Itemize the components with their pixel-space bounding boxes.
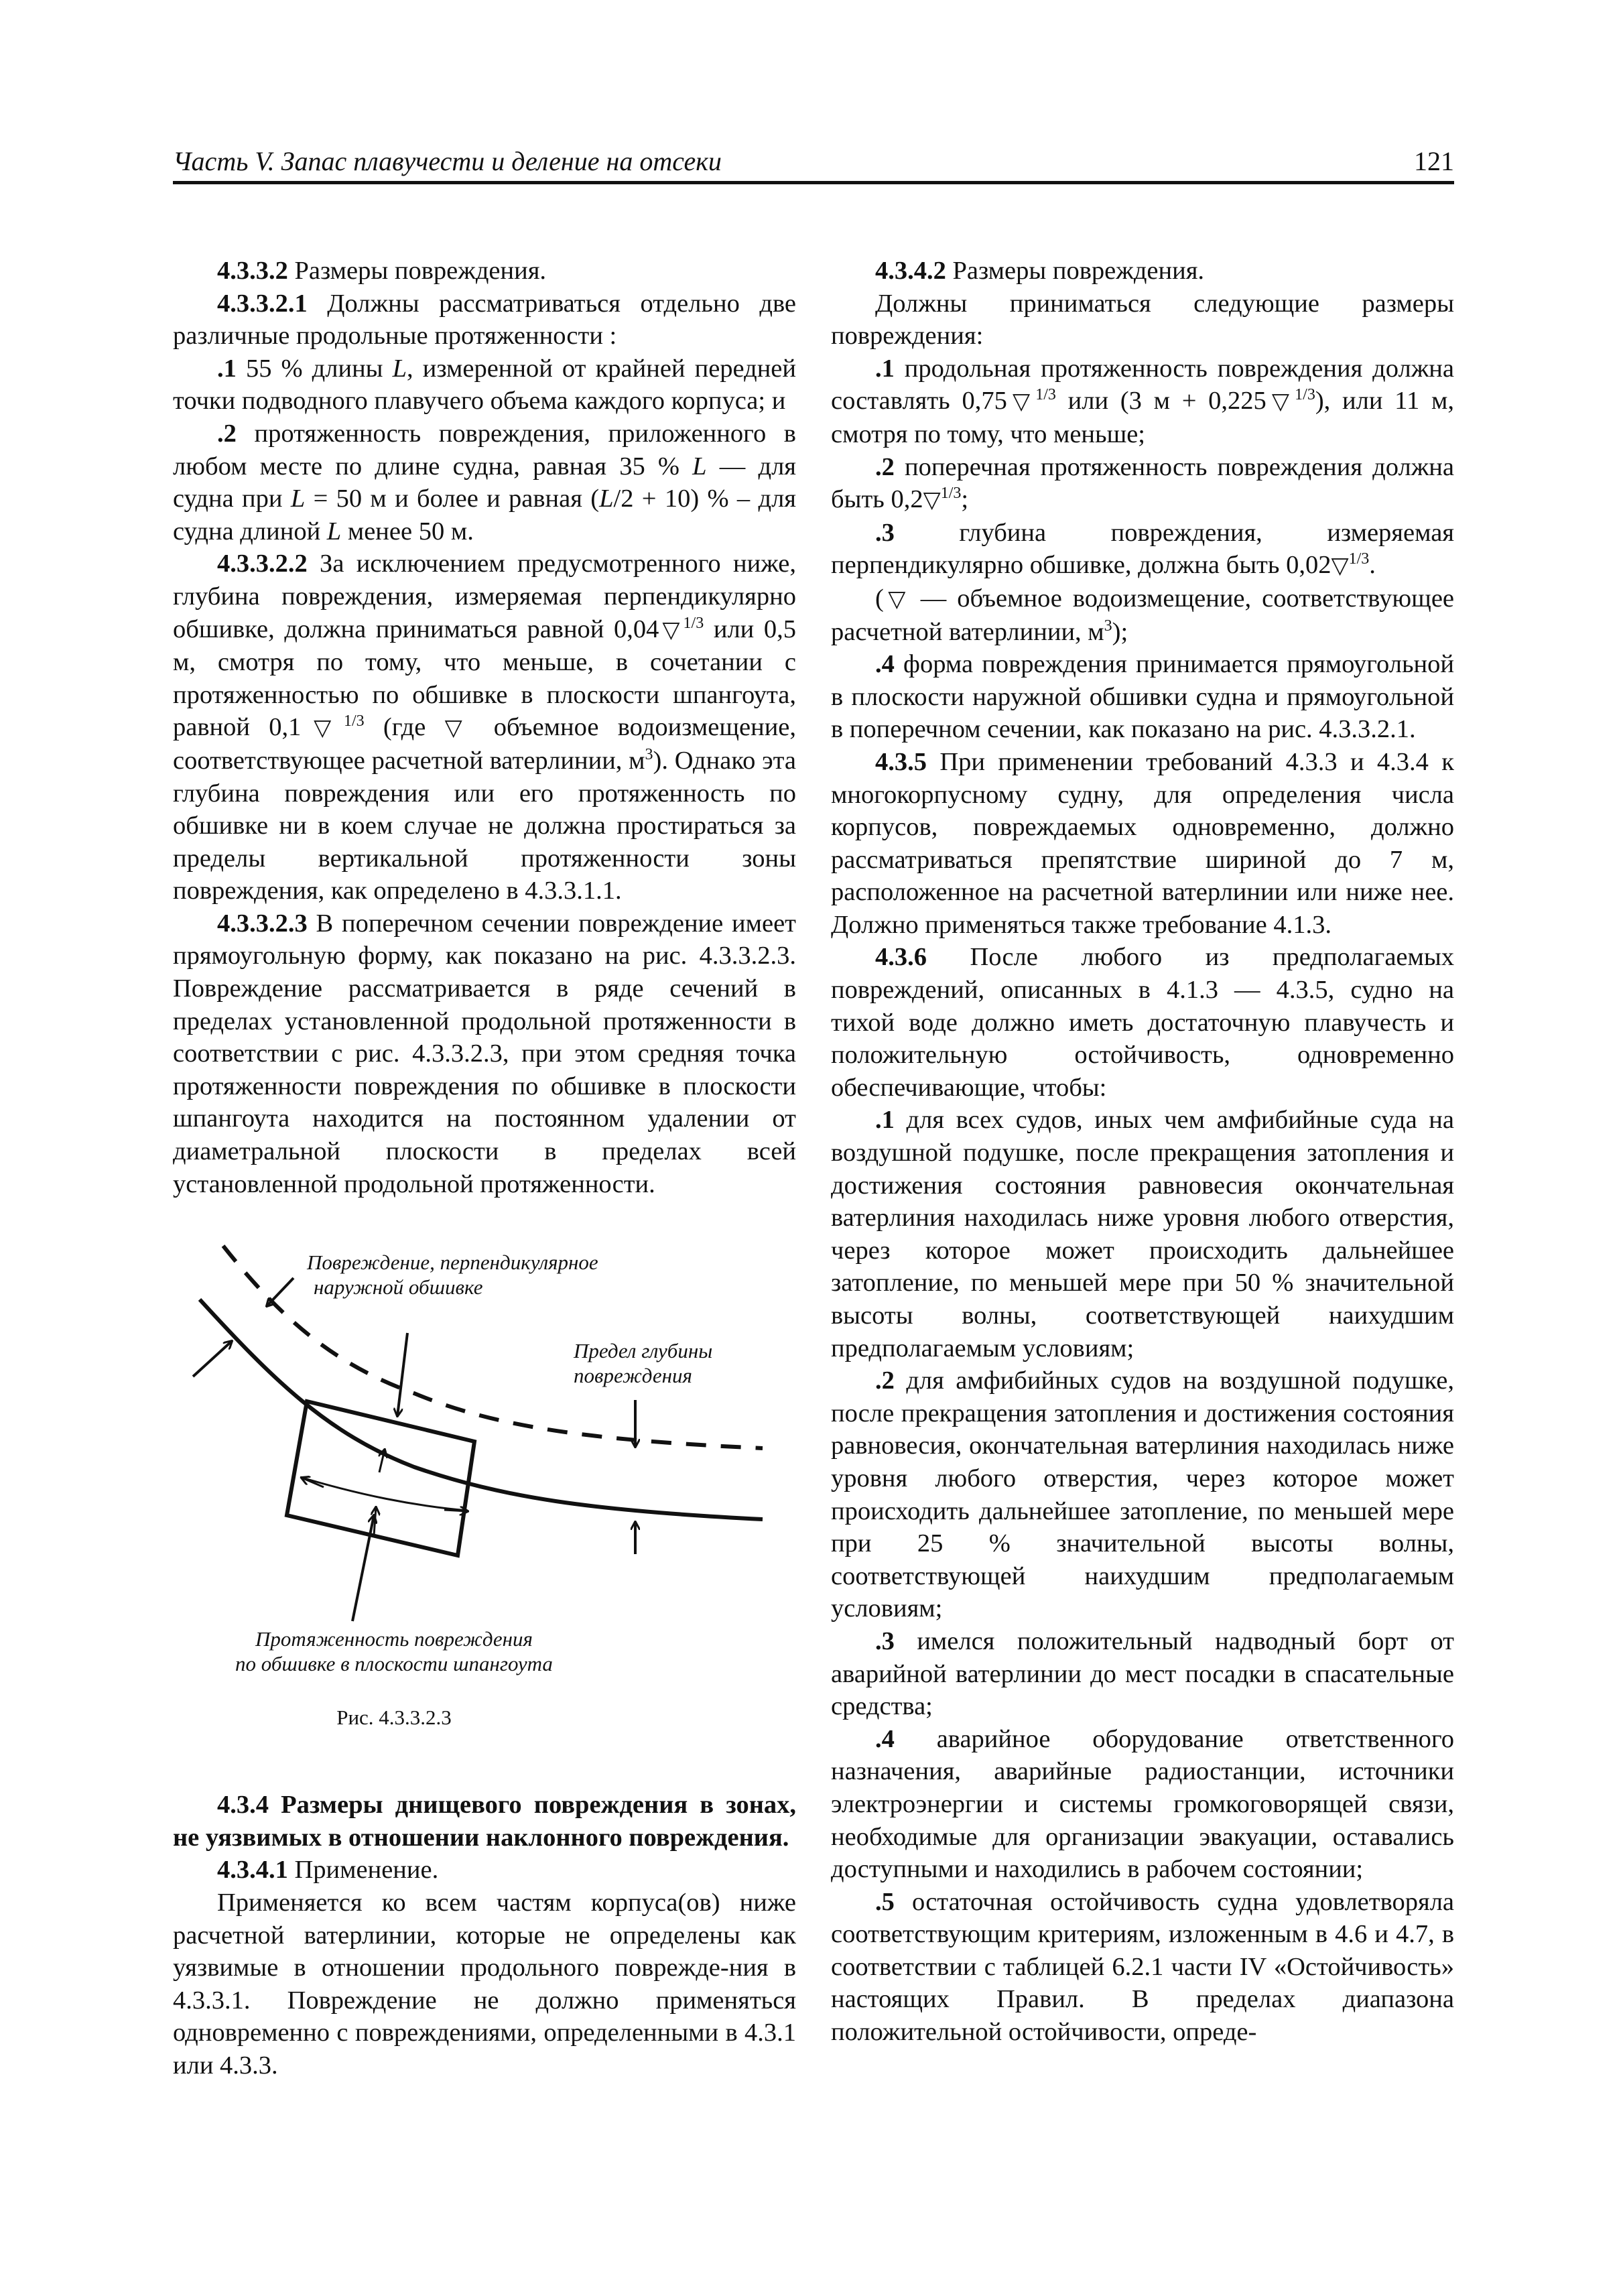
symbol-L: L [599, 485, 614, 513]
item-number: .4 [875, 650, 895, 679]
clause-number: 4.3.6 [875, 943, 927, 972]
paragraph-nabla-definition [831, 582, 1454, 648]
exponent: 1/3 [683, 614, 704, 632]
exponent: 3 [645, 745, 653, 763]
item-text: поперечная протяженность повреждения должна быть 0,2 [831, 452, 1454, 514]
item-text: остаточная остойчивость судна удовлетворяла соответствующим критериям, изложенным в 4.6 и 4.7, в соответствии с таблицей 6.2.1 части IV «Остойчивость» настоящих Правил. В пределах диапазона положительной остойчивости, опреде- [831, 1887, 1454, 2047]
item-text: для амфибийных судов на воздушной подушке, после прекращения затопления и достижения состояния равновесия, окончательная ватерлиния находилась ниже уровня любого отверстия, через которое может происходить дальнейшее затопление, по меньшей мере при 25 % значительной высоты волны, соответствующей наихудшим предполагаемым условиям; [831, 1366, 1454, 1623]
item-text: — для судна при [173, 452, 796, 513]
item-text: ), или 11 м, смотря по тому, что меньше; [831, 387, 1454, 448]
paragraph-4-3-3-2-2 [173, 548, 796, 907]
item-text: ; [961, 485, 969, 514]
clause-number: 4.3.3.2.3 [217, 909, 308, 938]
list-item-5 [831, 1886, 1454, 2049]
paragraph-4-3-6 [831, 941, 1454, 1104]
item-text: имелся положительный надводный борт от аварийной ватерлинии до мест посадки в спасательные средства; [831, 1627, 1454, 1721]
item-number: .3 [875, 1627, 895, 1655]
list-item-3 [831, 1625, 1454, 1723]
section-heading-4-3-4: 4.3.4 Размеры днищевого повреждения в зонах, не уязвимых в отношении наклонного повреждения. [173, 1791, 796, 1852]
figure-4-3-3-2-3 [173, 1226, 796, 1762]
item-number: .1 [875, 1106, 895, 1135]
exponent: 3 [1104, 617, 1112, 635]
exponent: 1/3 [1348, 550, 1370, 568]
paragraph-4-3-4-2 [831, 255, 1454, 288]
label-line: наружной обшивке [314, 1275, 483, 1299]
item-text: ( [875, 584, 884, 613]
item-text: форма повреждения принимается прямоугольной в плоскости наружной обшивки судна и прямоугольной в поперечном сечении, как показано на рис. 4.3.3.2.1. [831, 650, 1454, 744]
item-number: .4 [875, 1724, 895, 1753]
item-text: 55 % длины [236, 354, 393, 383]
label-line: Повреждение, перпендикулярное [307, 1251, 598, 1275]
nabla-icon: ▽ [1266, 388, 1295, 416]
left-column [173, 255, 796, 2082]
item-text: или (3 м + 0,225 [1055, 387, 1267, 416]
clause-text: Применение. [287, 1856, 439, 1885]
nabla-icon: ▽ [444, 714, 475, 742]
page-number: 121 [1414, 146, 1454, 176]
arrow-rect-top [397, 1333, 407, 1416]
paragraph-dimensions-intro: Должны приниматься следующие размеры повреждения: [831, 289, 1454, 350]
list-item-4 [831, 1723, 1454, 1886]
item-number: .2 [875, 452, 895, 481]
list-item-1 [831, 1104, 1454, 1364]
figure-caption: Рис. 4.3.3.2.3 [336, 1706, 452, 1730]
damage-diagram [173, 1226, 796, 1762]
clause-number: 4.3.5 [875, 747, 927, 776]
clause-number: 4.3.3.2.1 [217, 289, 308, 318]
list-item-2 [831, 1364, 1454, 1625]
nabla-icon: ▽ [659, 616, 684, 643]
item-text: = 50 м и более и равная ( [305, 485, 600, 513]
clause-text: За исключением предусмотренного ниже, глубина повреждения, измеряемая перпендикулярно обшивке, должна приниматься равной 0,04 [173, 550, 796, 643]
item-number: .2 [217, 419, 237, 448]
nabla-icon: ▽ [923, 487, 941, 514]
item-text: /2 + 10) % – для судна длиной [173, 485, 796, 546]
list-item-1 [173, 353, 796, 418]
list-item-2 [831, 451, 1454, 517]
clause-number: 4.3.4.1 [217, 1856, 288, 1885]
clause-text: объемное водоизмещение, соответствующее расчетной ватерлинии, м [173, 713, 797, 775]
clause-text: или 0,5 м, смотря по тому, что меньше, в сочетании с протяженностью по обшивке в плоскости шпангоута, равной 0,1 [173, 615, 796, 742]
list-item-3 [831, 517, 1454, 582]
paragraph-4-3-3-2-3 [173, 907, 796, 1200]
clause-text: ). Однако эта глубина повреждения или его протяженность по обшивке ни в коем случае не должна простираться за пределы вертикальной протяженности зоны повреждения, как определено в 4.3.3.1.1. [173, 746, 796, 905]
clause-text: Должны рассматриваться отдельно две различные продольные протяженности : [173, 289, 796, 350]
list-item-4 [831, 648, 1454, 746]
label-line: по обшивке в плоскости шпангоута [235, 1652, 553, 1676]
item-text: продольная протяженность повреждения должна составлять 0,75 [831, 354, 1454, 416]
paragraph-application: Применяется ко всем частям корпуса(ов) ниже расчетной ватерлинии, которые не определены как уязвимые в отношении продольного поврежде-ния в 4.3.3.1. Повреждение не должно применяться одновременно с повреждениями, определенными в 4.3.1 или 4.3.3. [173, 1889, 796, 2080]
item-text: аварийное оборудование ответственного назначения, аварийные радиостанции, источники электроэнергии и системы громкоговорящей связи, необходимые для организации эвакуации, оставались доступными и находились в рабочем состоянии; [831, 1724, 1454, 1884]
nabla-icon: ▽ [301, 714, 344, 742]
nabla-icon: ▽ [1007, 388, 1036, 416]
symbol-L: L [392, 354, 407, 383]
paragraph-4-3-3-2-1 [173, 288, 796, 353]
hull-plating-line [200, 1299, 763, 1519]
nabla-icon: ▽ [1331, 552, 1349, 580]
exponent: 1/3 [940, 485, 962, 503]
item-text: для всех судов, иных чем амфибийные суда на воздушной подушке, после прекращения затопления и достижения состояния равновесия окончательная ватерлиния находилась ниже уровня любого отверстия, через которое может происходить дальнейшее затопление, по меньшей мере при 50 % значительной высоты волны, соответствующей наихудшим предполагаемым условиям; [831, 1106, 1454, 1362]
label-line: Предел глубины [574, 1339, 713, 1363]
item-number: .3 [875, 518, 895, 547]
label-extent [173, 1627, 615, 1676]
exponent: 1/3 [343, 712, 365, 730]
item-number: .1 [875, 354, 895, 383]
arrow-damage-label [267, 1278, 294, 1306]
label-damage [307, 1250, 598, 1299]
item-text: протяженность повреждения, приложенного в любом месте по длине судна, равная 35 % [173, 419, 796, 481]
item-number: .1 [217, 354, 237, 383]
item-text: , измеренной от крайней передней точки подводного плавучего объема каждого корпуса; и [173, 354, 796, 416]
clause-text: В поперечном сечении повреждение имеет прямоугольную форму, как показано на рис. 4.3.3.2.3. Повреждение рассматривается в ряде сечений в пределах установленной продольной протяженности в соответствии с рис. 4.3.3.2.3, при этом средняя точка протяженности повреждения по обшивке в плоскости шпангоута находится на постоянном удалении от диаметральной плоскости в пределах всей установленной продольной протяженности. [173, 909, 796, 1198]
exponent: 1/3 [1035, 386, 1056, 404]
right-column [831, 255, 1454, 2049]
item-text: — объемное водоизмещение, соответствующее расчетной ватерлинии, м [831, 584, 1454, 646]
paragraph-4-3-5 [831, 746, 1454, 942]
paragraph-4-3-4-1 [173, 1854, 796, 1887]
clause-text: Размеры повреждения. [287, 257, 547, 285]
item-number: .5 [875, 1887, 895, 1916]
item-text: ); [1112, 617, 1128, 646]
clause-text: При применении требований 4.3.3 и 4.3.4 к многокорпусному судну, для определения числа корпусов, повреждаемых одновременно, должно рассматриваться препятствие шириной до 7 м, расположенное на расчетной ватерлинии или ниже нее. Должно применяться также требование 4.1.3. [831, 747, 1454, 939]
item-number: .2 [875, 1366, 895, 1395]
page-header [173, 143, 1454, 184]
clause-number: 4.3.3.2 [217, 257, 288, 285]
label-depth-limit [574, 1338, 712, 1388]
nabla-icon: ▽ [883, 585, 910, 613]
paragraph-4-3-3-2 [173, 255, 796, 288]
clause-number: 4.3.4.2 [875, 257, 946, 285]
list-item-2 [173, 418, 796, 548]
running-title: Часть V. Запас плавучести и деление на отсеки [173, 146, 722, 176]
item-text: глубина повреждения, измеряемая перпендикулярно обшивке, должна быть 0,02 [831, 518, 1454, 580]
item-text: . [1369, 551, 1376, 580]
clause-text: После любого из предполагаемых повреждений, описанных в 4.1.3 — 4.3.5, судно на тихой воде должно иметь достаточную плавучесть и положительную остойчивость, одновременно обеспечивающие, чтобы: [831, 943, 1454, 1102]
arrow-hull-left [193, 1341, 232, 1377]
list-item-1 [831, 353, 1454, 451]
clause-text: Размеры повреждения. [946, 257, 1205, 285]
item-text: менее 50 м. [341, 517, 474, 546]
exponent: 1/3 [1295, 386, 1315, 404]
symbol-L: L [290, 485, 306, 513]
clause-number: 4.3.3.2.2 [217, 550, 308, 578]
label-line: повреждения [574, 1364, 692, 1388]
clause-text: (где [364, 713, 445, 742]
extent-line [300, 1477, 468, 1511]
symbol-L: L [326, 517, 342, 546]
label-line: Протяженность повреждения [255, 1627, 533, 1651]
symbol-L: L [692, 452, 707, 481]
